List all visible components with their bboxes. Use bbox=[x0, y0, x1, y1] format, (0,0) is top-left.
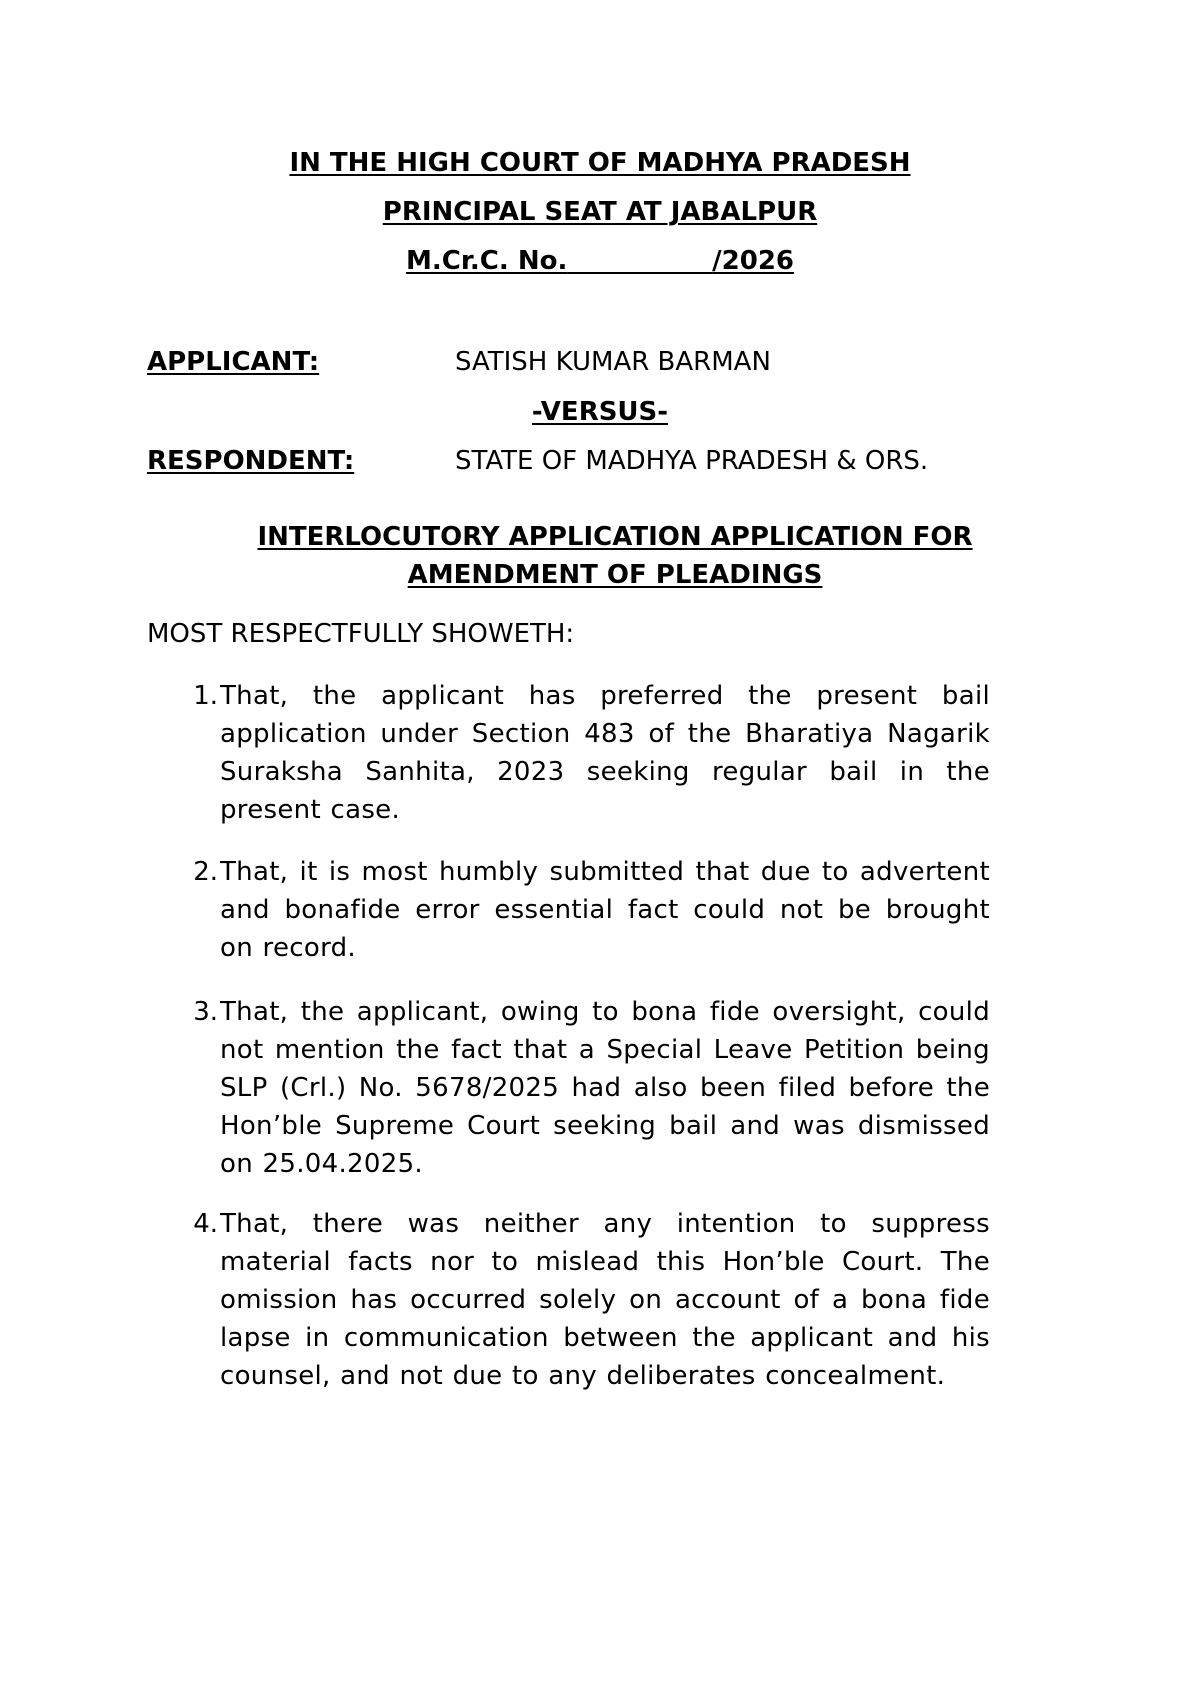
applicant-label: APPLICANT: bbox=[147, 347, 320, 377]
case-number-suffix: /2026 bbox=[712, 246, 795, 276]
paragraph-text: That, the applicant, owing to bona fide oversight, could not mention the fact that a Special Leave Petition being SLP (Crl.) No. 5678/2025 had also been filed before the Hon’ble Supreme Court seeking bail and was dismissed on 25.04.2025. bbox=[220, 997, 990, 1179]
case-number bbox=[0, 245, 1200, 277]
respondent-name: STATE OF MADHYA PRADESH & ORS. bbox=[455, 446, 929, 476]
case-prefix-text: M.Cr.C. No. bbox=[405, 246, 568, 276]
opening-line: MOST RESPECTFULLY SHOWETH: bbox=[147, 619, 575, 649]
seat-heading: PRINCIPAL SEAT AT JABALPUR bbox=[382, 197, 818, 227]
paragraph-text: That, the applicant has preferred the present bail application under Section 483 of the Bharatiya Nagarik Suraksha Sanhita, 2023 seeking regular bail in the present case. bbox=[220, 681, 990, 825]
applicant-name: SATISH KUMAR BARMAN bbox=[455, 347, 771, 377]
paragraph-number: 1. bbox=[193, 681, 218, 711]
application-title: INTERLOCUTORY APPLICATION APPLICATION FOR AMENDMENT OF PLEADINGS bbox=[257, 522, 973, 590]
respondent-label: RESPONDENT: bbox=[147, 446, 355, 476]
paragraph-text: That, there was neither any intention to suppress material facts nor to mislead this Hon’ble Court. The omission has occurred solely on account of a bona fide lapse in communication between the applicant and his counsel, and not due to any deliberates concealment. bbox=[220, 1209, 990, 1391]
court-heading: IN THE HIGH COURT OF MADHYA PRADESH bbox=[289, 148, 911, 178]
paragraph-number: 2. bbox=[193, 857, 218, 887]
paragraph-number: 4. bbox=[193, 1209, 218, 1239]
paragraph-number: 3. bbox=[193, 997, 218, 1027]
case-number-prefix bbox=[406, 246, 712, 276]
versus-label: -VERSUS- bbox=[531, 397, 669, 427]
paragraph-text: That, it is most humbly submitted that due to advertent and bonafide error essential fact could not be brought on record. bbox=[220, 857, 990, 963]
